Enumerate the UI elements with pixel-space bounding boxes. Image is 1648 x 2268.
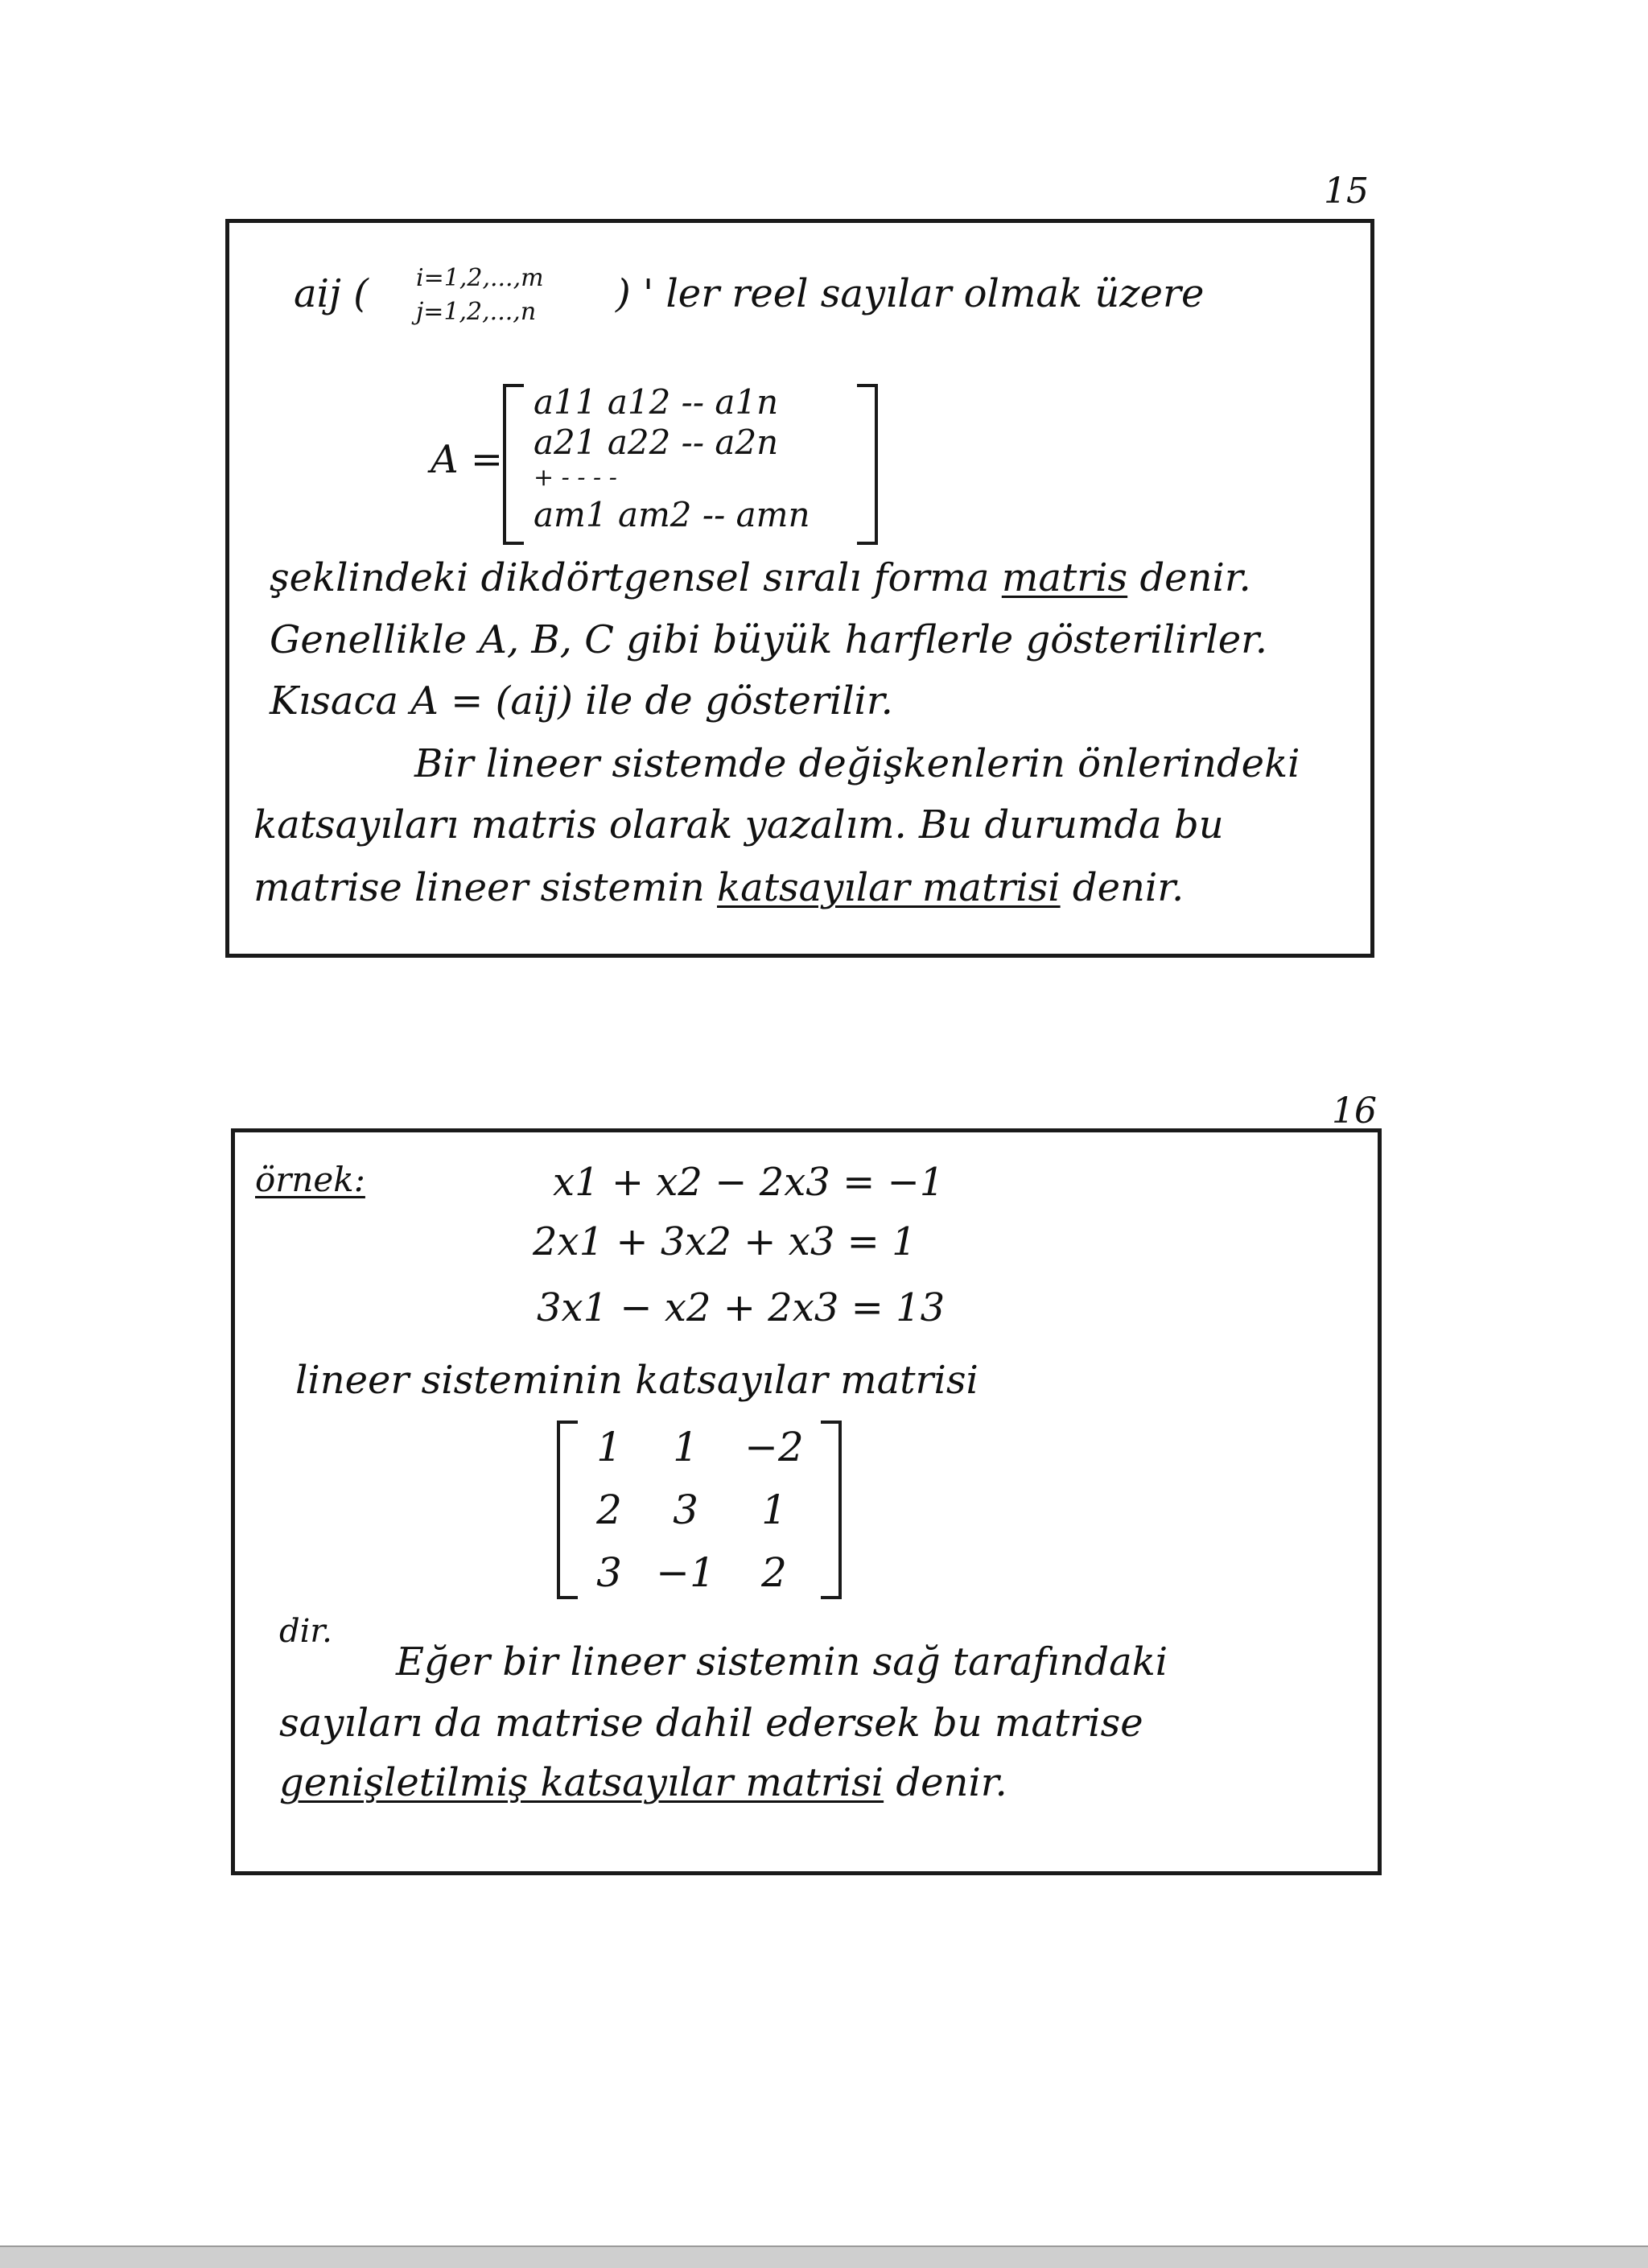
index-i-range: i=1,2,...,m xyxy=(416,264,544,292)
matrix-cell: −1 xyxy=(656,1549,715,1596)
example-line-1: lineer sisteminin katsayılar matrisi xyxy=(295,1358,978,1403)
term-katsayilar-matrisi: katsayılar matrisi xyxy=(717,865,1061,910)
index-j-range: j=1,2,...,n xyxy=(416,298,537,326)
matrix-cell: −2 xyxy=(744,1424,804,1470)
matrix-a-label: A = xyxy=(431,437,504,482)
example-line-2: Eğer bir lineer sistemin sağ tarafındaki xyxy=(396,1639,1168,1685)
dir-label: dir. xyxy=(279,1613,332,1650)
matrix-cell: 3 xyxy=(673,1487,698,1533)
matrix-a-row-3: + - - - - xyxy=(534,464,617,492)
definition-line-1-post: denir. xyxy=(1139,555,1251,600)
matrix-cell: 3 xyxy=(596,1549,622,1596)
equation-2: 2x1 + 3x2 + x3 = 1 xyxy=(533,1219,917,1264)
term-matris: matris xyxy=(1001,555,1128,600)
matrix-left-bracket xyxy=(557,1421,578,1599)
matrix-cell: 2 xyxy=(596,1487,622,1533)
matrix-cell: 1 xyxy=(761,1487,787,1533)
matrix-a-row-2: a21 a22 -- a2n xyxy=(534,423,779,462)
page-number-15: 15 xyxy=(1324,171,1369,212)
definition-line-1-pre: şeklindeki dikdörtgensel sıralı forma xyxy=(270,555,990,600)
paragraph-line-2: katsayıları matris olarak yazalım. Bu durumda bu xyxy=(253,802,1224,847)
matrix-cell: 1 xyxy=(596,1424,622,1470)
paragraph-line-1: Bir lineer sistemde değişkenlerin önlerindeki xyxy=(414,741,1300,786)
example-line-3: sayıları da matrise dahil edersek bu matrise xyxy=(279,1701,1143,1746)
matrix-a-right-bracket xyxy=(857,384,878,545)
paragraph-line-3-post: denir. xyxy=(1072,865,1184,910)
equation-3: 3x1 − x2 + 2x3 = 13 xyxy=(537,1285,946,1330)
matrix-right-bracket xyxy=(821,1421,842,1599)
page-number-16: 16 xyxy=(1332,1091,1377,1132)
equation-1: x1 + x2 − 2x3 = −1 xyxy=(553,1160,945,1205)
aij-suffix: ) ' ler reel sayılar olmak üzere xyxy=(616,271,1205,316)
example-line-4-post: denir. xyxy=(896,1760,1007,1805)
ornek-label: örnek: xyxy=(255,1160,365,1199)
paragraph-line-3-pre: matrise lineer sistemin xyxy=(253,865,705,910)
note-box-15 xyxy=(225,219,1374,958)
term-genisletilmis-katsayilar-matrisi: genişletilmiş katsayılar matrisi xyxy=(279,1760,884,1805)
matrix-a-row-1: a11 a12 -- a1n xyxy=(534,382,779,422)
definition-line-2: Genellikle A, B, C gibi büyük harflerle gösterilirler. xyxy=(270,617,1268,662)
paragraph-line-3 xyxy=(253,867,1184,909)
note-box-16 xyxy=(231,1128,1382,1875)
matrix-a-row-4: am1 am2 -- amn xyxy=(534,495,810,534)
aij-prefix: aij ( xyxy=(294,271,369,316)
matrix-cell: 1 xyxy=(673,1424,698,1470)
matrix-a-left-bracket xyxy=(503,384,524,545)
definition-line-3: Kısaca A = (aij) ile de gösterilir. xyxy=(270,678,893,724)
definition-line-1 xyxy=(270,557,1251,600)
matrix-cell: 2 xyxy=(761,1549,787,1596)
scan-edge-bar xyxy=(0,2245,1648,2268)
example-line-4 xyxy=(279,1762,1007,1804)
